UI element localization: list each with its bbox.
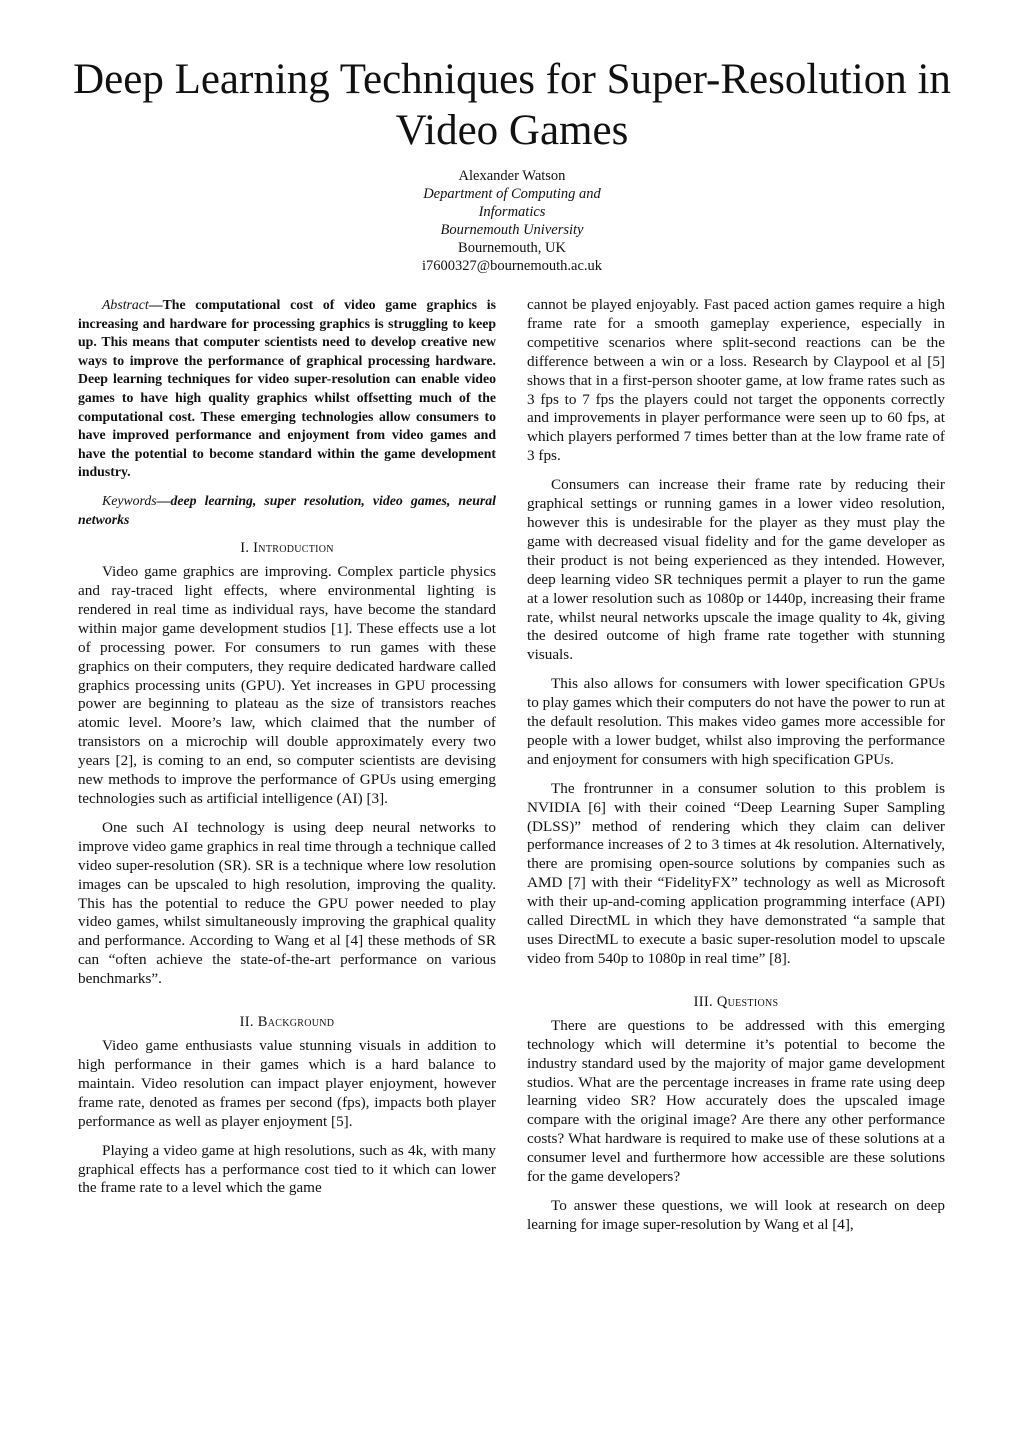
- abstract: [78, 296, 496, 482]
- paragraph: There are questions to be addressed with this emerging technology which will determine it’s potential to become the industry standard used by the majority of major game development studios. What are the percentage increases in frame rate using deep learning video SR? How accurately does the upscaled image compare with the original image? Are there any other performance costs? What hardware is required to make use of these solutions at a consumer level and furthermore how accessible are these solutions for the game developers?: [527, 1016, 945, 1186]
- paragraph: The frontrunner in a consumer solution to this problem is NVIDIA [6] with their coined “Deep Learning Super Sampling (DLSS)” method of rendering which they claim can deliver performance increases of 2 to 3 times at 4k resolution. Alternatively, there are promising open-source solutions by companies such as AMD [7] with their “FidelityFX” technology as well as Microsoft with their up-and-coming application programming interface (API) called DirectML in which they have demonstrated “a sample that uses DirectML to execute a basic super-resolution model to upscale video from 540p to 1080p in real time” [8].: [527, 779, 945, 967]
- paper-title: Deep Learning Techniques for Super-Resolution in Video Games: [73, 56, 951, 154]
- author-location: Bournemouth, UK: [458, 240, 566, 256]
- left-column: [78, 296, 496, 1208]
- paragraph-continuation: cannot be played enjoyably. Fast paced action games require a high frame rate for a smooth gameplay experience, especially in competitive scenarios where split-second reactions can be the difference between a win or a loss. Research by Claypool et al [5] shows that in a first-person shooter game, at low frame rates such as 3 fps to 7 fps the players could not target the opponents correctly and improvements in player performance were seen up to 60 fps, at which players performed 7 times better than at the low frame rate of 3 fps.: [527, 296, 945, 465]
- author-email: i7600327@bournemouth.ac.uk: [421, 258, 603, 274]
- author-name: Alexander Watson: [458, 168, 566, 184]
- paragraph: Consumers can increase their frame rate by reducing their graphical settings or running games in a lower video resolution, however this is undesirable for the player as they must play the game with decreased visual fidelity and for the game developer as their product is not being experienced as they intended. However, deep learning video SR techniques permit a player to run the game at a lower resolution such as 1080p or 1440p, increasing their frame rate, whilst neural networks upscale the image quality to 4k, giving the desired outcome of high frame rate together with stunning visuals.: [527, 476, 945, 664]
- right-column: [527, 296, 945, 1245]
- paragraph: One such AI technology is using deep neural networks to improve video game graphics in real time through a technique called video super-resolution (SR). SR is a technique where low resolution images can be upscaled to high resolution, improving the quality. This has the potential to reduce the GPU power needed to play video games, whilst simultaneously improving the graphical quality and performance. According to Wang et al [4] these methods of SR can “often achieve the state-of-the-art performance on various benchmarks”.: [78, 818, 496, 988]
- paragraph: To answer these questions, we will look at research on deep learning for image super-resolution by Wang et al [4],: [527, 1196, 945, 1233]
- section-heading-questions: III. Questions: [693, 993, 779, 1010]
- keywords: [78, 492, 496, 529]
- keywords-text: —deep learning, super resolution, video games, neural networks: [78, 492, 496, 527]
- abstract-text: —The computational cost of video game graphics is increasing and hardware for processing graphics is struggling to keep up. This means that computer scientists need to develop creative new ways to improve the performance of graphical processing hardware. Deep learning techniques for video super-resolution can enable video games to have high quality graphics whilst offsetting much of the computational cost. These emerging technologies allow consumers to have improved performance and enjoyment from video games and have the potential to become standard within the game development industry.: [78, 297, 496, 480]
- section-heading-introduction: I. Introduction: [240, 540, 334, 557]
- keywords-label: Keywords: [102, 492, 157, 508]
- paragraph: Playing a video game at high resolutions, such as 4k, with many graphical effects has a performance cost tied to it which can lower the frame rate to a level which the game: [78, 1141, 496, 1197]
- paragraph: Video game graphics are improving. Complex particle physics and ray-traced light effects, where environmental lighting is rendered in real time as individual rays, have become the standard within major game development studios [1]. These effects use a lot of processing power. For consumers to run games with these graphics on their computers, they require dedicated hardware called graphics processing units (GPU). Yet increases in GPU processing power are beginning to plateau as the size of transistors reaches atomic level. Moore’s law, which claimed that the number of transistors on a microchip will double approximately every two years [2], is coming to an end, so computer scientists are devising new methods to improve the performance of GPUs using emerging technologies such as artificial intelligence (AI) [3].: [78, 563, 496, 807]
- author-department-line1: Department of Computing and: [423, 186, 601, 202]
- paragraph: This also allows for consumers with lower specification GPUs to play games which their computers do not have the power to run at the default resolution. This makes video games more accessible for people with a lower budget, whilst also improving the performance and enjoyment for consumers with high specification GPUs.: [527, 675, 945, 768]
- author-university: Bournemouth University: [440, 222, 584, 238]
- author-department-line2: Informatics: [478, 204, 546, 220]
- section-heading-background: II. Background: [239, 1014, 335, 1031]
- paragraph: Video game enthusiasts value stunning visuals in addition to high performance in their games which is a hard balance to maintain. Video resolution can impact player enjoyment, however frame rate, denoted as frames per second (fps), impacts both player performance as well as player enjoyment [5].: [78, 1037, 496, 1130]
- abstract-label: Abstract: [102, 297, 149, 312]
- author-block: [312, 167, 712, 275]
